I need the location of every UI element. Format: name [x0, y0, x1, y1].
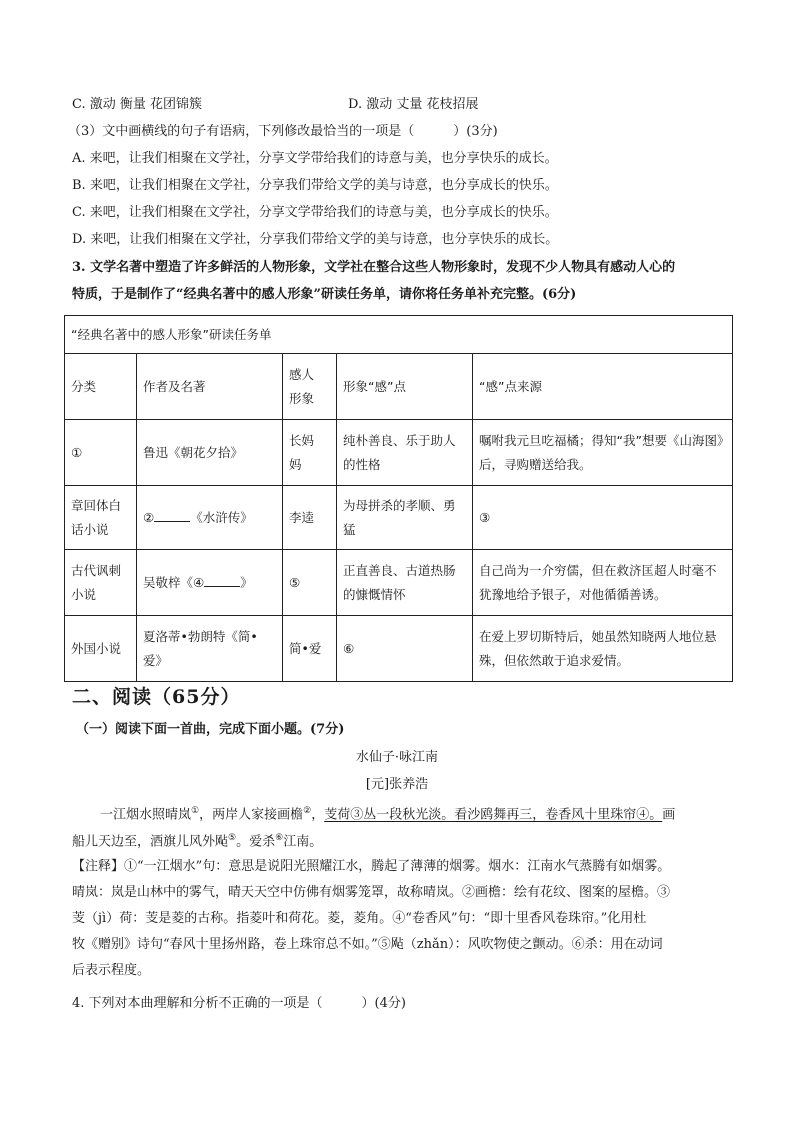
option-a: A. 来吧，让我们相聚在文学社，分享文学带给我们的诗意与美，也分享快乐的成长。: [72, 151, 558, 166]
annotation-line: 牧《赠别》诗句“春风十里扬州路，卷上珠帘总不如。”⑤飐（zhǎn）：风吹物使之颤动。⑥杀：用在动词: [72, 937, 663, 952]
poem-title: 水仙子·咏江南: [355, 750, 439, 765]
table-header-row: [65, 354, 733, 420]
option-c: C. 激动 衡量 花团锦簇: [72, 97, 203, 112]
cell-author-work: ② 《水浒传》: [137, 486, 283, 550]
question-3-line2: 特质，于是制作了“经典名著中的感人形象”研读任务单，请你将任务单补充完整。(6分): [72, 287, 577, 302]
cell-feature: 纯朴善良、乐于助人的性格: [337, 420, 473, 486]
table-title: “经典名著中的感人形象”研读任务单: [65, 316, 733, 354]
answer-blank[interactable]: [154, 507, 190, 522]
cell-feature: 为母拼杀的孝顺、勇猛: [337, 486, 473, 550]
answer-blank[interactable]: [204, 572, 240, 587]
option-c: C. 来吧，让我们相聚在文学社，分享文学带给我们的诗意与美，也分享成长的快乐。: [72, 205, 558, 220]
cell-source: 自己尚为一介穷儒，但在救济匡超人时毫不犹豫地给予银子，对他循循善诱。: [473, 550, 733, 616]
section-subtitle: （一）阅读下面一首曲，完成下面小题。(7分): [76, 722, 345, 737]
cell-author-work: 鲁迅《朝花夕拾》: [137, 420, 283, 486]
poem-text-line2: 船儿天边至，酒旗儿风外飐⑤。爱杀⑥江南。: [72, 833, 323, 850]
cell-source: 嘱咐我元旦吃福橘；得知“我”想要《山海图》后，寻购赠送给我。: [473, 420, 733, 486]
cell-category: ①: [65, 420, 137, 486]
section-title: 二、阅读（65分）: [72, 686, 241, 708]
question-3-line1: 3. 文学名著中塑造了许多鲜活的人物形象，文学社在整合这些人物形象时，发现不少人物具有感动人心的: [72, 260, 676, 275]
cell-person: 长妈 妈: [283, 420, 337, 486]
cell-category: 古代讽刺小说: [65, 550, 137, 616]
cell-source: ③: [473, 486, 733, 550]
cell-author-work: 吴敬梓《④ 》: [137, 550, 283, 616]
table-row: [65, 486, 733, 550]
question-4-stem: 4. 下列对本曲理解和分析不正确的一项是（ ）(4分): [72, 996, 406, 1011]
option-d: D. 激动 丈量 花枝招展: [348, 97, 479, 112]
header-category: 分类: [65, 354, 137, 420]
header-feature: 形象“感”点: [337, 354, 473, 420]
annotation-line: 芰（jì）荷：芰是菱的古称。指菱叶和荷花。菱，菱角。④“卷香风”句：“即十里香风卷珠帘。”化用杜: [72, 911, 647, 926]
cell-source: 在爱上罗切斯特后，她虽然知晓两人地位悬殊，但依然敢于追求爱情。: [473, 616, 733, 682]
annotation-line: 后表示程度。: [72, 963, 151, 978]
option-d: D. 来吧，让我们相聚在文学社，分享我们带给文学的美与诗意，也分享快乐的成长。: [72, 232, 559, 247]
cell-feature: ⑥: [337, 616, 473, 682]
annotation-line: 晴岚：岚是山林中的雾气，晴天天空中仿佛有烟雾笼罩，故称晴岚。②画檐：绘有花纹、图案的屋檐。③: [72, 885, 671, 900]
option-b: B. 来吧，让我们相聚在文学社，分享我们带给文学的美与诗意，也分享成长的快乐。: [72, 178, 558, 193]
cell-feature: 正直善良、古道热肠的慷慨情怀: [337, 550, 473, 616]
header-author-work: 作者及名著: [137, 354, 283, 420]
cell-person: 简•爱: [283, 616, 337, 682]
table-row: [65, 550, 733, 616]
annotation-line: 【注释】①“一江烟水”句：意思是说阳光照耀江水，腾起了薄薄的烟雾。烟水：江南水气蒸腾有如烟雾。: [72, 859, 671, 874]
poem-author: [元]张养浩: [365, 777, 429, 792]
cell-person: 李逵: [283, 486, 337, 550]
header-person: 感人 形象: [283, 354, 337, 420]
table-row: [65, 616, 733, 682]
header-source: “感”点来源: [473, 354, 733, 420]
cell-category: 外国小说: [65, 616, 137, 682]
table-row: [65, 420, 733, 486]
cell-person: ⑤: [283, 550, 337, 616]
poem-text: 一江烟水照晴岚①，两岸人家接画檐②，芰荷③丛一段秋光淡。看沙鸥舞再三，卷香风十里珠帘④。画: [100, 806, 676, 823]
underlined-verse: 芰荷③丛一段秋光淡。看沙鸥舞再三，卷香风十里珠帘④。: [324, 807, 663, 823]
cell-author-work: 夏洛蒂•勃朗特《简•爱》: [137, 616, 283, 682]
question-2-3-stem: （3）文中画横线的句子有语病，下列修改最恰当的一项是（ ）(3分): [68, 124, 498, 139]
task-table: [64, 315, 733, 682]
cell-category: 章回体白话小说: [65, 486, 137, 550]
